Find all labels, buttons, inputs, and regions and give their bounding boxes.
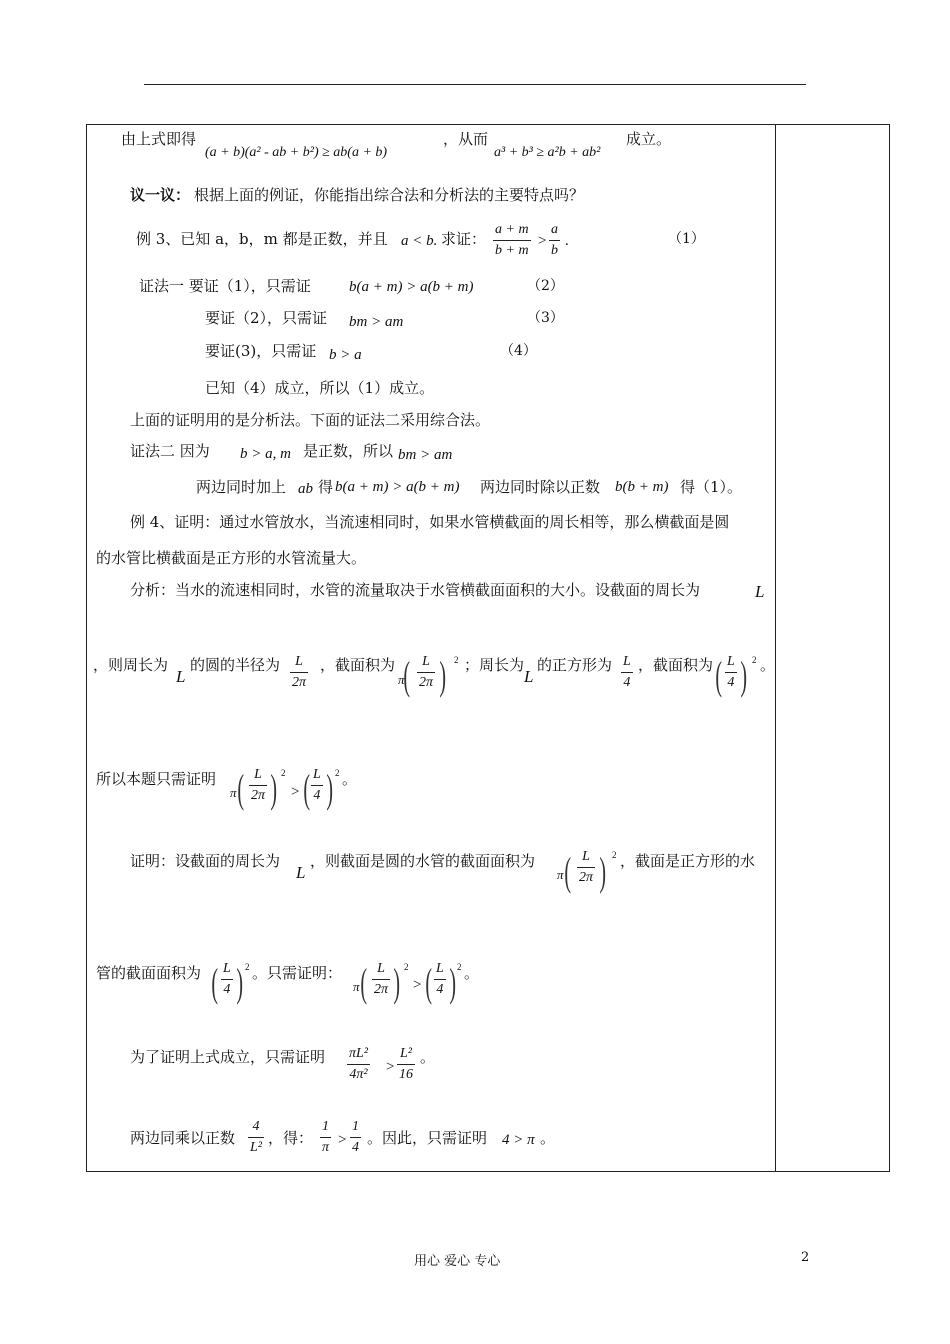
inequality-exp-2: 2 <box>335 768 340 778</box>
proof-line4-fraction: 4 L² <box>250 1119 262 1155</box>
analysis-line2-f: ，截面积为 <box>638 656 714 674</box>
paren-close: ) <box>393 960 400 1005</box>
proof-square-fraction: L 4 <box>223 961 231 997</box>
proof-square-exp: 2 <box>245 962 250 972</box>
proof-line1-a: 证明：设截面的周长为 <box>130 852 281 870</box>
proof-line4-a: 两边同乘以正数 <box>130 1129 236 1147</box>
page-number: 2 <box>801 1250 810 1265</box>
paren-close: ) <box>270 766 277 811</box>
ex3-condition: a < b. <box>401 233 438 249</box>
discuss-label: 议一议： <box>130 186 191 204</box>
inequality-exp-1: 2 <box>281 768 286 778</box>
proof2-line2-f3: b(b + m) <box>615 479 669 495</box>
paren-open: ( <box>564 849 571 894</box>
inequality-square-fraction: L 4 <box>313 767 321 803</box>
square-area-fraction: L 4 <box>727 654 735 690</box>
proof2-line2-a: 两边同时加上 <box>196 478 287 496</box>
analysis-line2-b: 的圆的半径为 <box>190 656 281 674</box>
ex3-tag: （1） <box>668 231 705 247</box>
ex3-fraction-right: a b <box>551 222 558 258</box>
table-column-divider <box>775 124 776 1172</box>
analysis-line2-g: 。 <box>760 656 776 674</box>
proof2-line2-b: 得 <box>318 478 334 496</box>
proof1-line2-formula: bm > am <box>349 314 404 330</box>
analysis-line2-a: ，则周长为 <box>93 656 169 674</box>
ex4-line2: 的水管比横截面是正方形的水管流量大。 <box>96 549 367 567</box>
paren-open: ( <box>237 766 244 811</box>
line1-formula2: a³ + b³ ≥ a²b + ab² <box>494 145 601 160</box>
paren-close: ) <box>439 653 446 698</box>
analysis-line2-d: ；周长为 <box>464 656 525 674</box>
proof-line3-fraction2: L² 16 <box>399 1046 413 1082</box>
paren-open: ( <box>303 766 310 811</box>
analysis-L-1: L <box>755 582 765 601</box>
line1-tail: 成立。 <box>626 130 672 148</box>
paren-open: ( <box>211 960 218 1005</box>
paren-open: ( <box>715 653 722 698</box>
paren-open: ( <box>425 960 432 1005</box>
proof-line2-exp2: 2 <box>457 962 462 972</box>
proof-line4-fraction-1pi: 1 π <box>322 1119 330 1155</box>
ex3-prove: 求证： <box>441 230 487 248</box>
analysis-line3: 所以本题只需证明 <box>96 770 217 788</box>
proof2-line1-formula2: bm > am <box>398 447 453 463</box>
proof-line2-b: 。只需证明： <box>252 964 343 982</box>
proof-line4-b: ，得： <box>268 1129 314 1147</box>
ex3-lead: 例 3、已知 a，b，m 都是正数，并且 <box>136 230 388 248</box>
proof-line2-square-fraction: L 4 <box>436 961 444 997</box>
proof-line2-gt: > <box>413 977 422 993</box>
line1-formula1: (a + b)(a² - ab + b²) ≥ ab(a + b) <box>205 145 388 160</box>
inequality-pi: π <box>230 785 237 800</box>
ex3-gt: > <box>538 233 547 249</box>
proof1-line3-tag: （4） <box>500 343 537 359</box>
header-rule <box>144 84 806 85</box>
proof-line3-a: 为了证明上式成立，只需证明 <box>130 1048 326 1066</box>
analysis-line2-c: ，截面积为 <box>320 656 396 674</box>
circle-area-exponent: 2 <box>454 655 459 665</box>
analysis-line3-end: 。 <box>342 770 358 788</box>
proof-line4-gt: > <box>338 1132 347 1148</box>
proof-line4-fraction-14: 1 4 <box>352 1119 359 1155</box>
analysis-L-2: L <box>176 667 186 686</box>
analysis-L-3: L <box>524 667 534 686</box>
proof2-line2-d: 得（1）。 <box>680 478 743 496</box>
proof-line3-end: 。 <box>420 1048 436 1066</box>
square-side-fraction: L 4 <box>623 654 631 690</box>
proof-line4-formula: 4 > π <box>502 1132 535 1148</box>
proof-line3-fraction1: πL² 4π² <box>349 1046 368 1082</box>
paren-close: ) <box>599 849 606 894</box>
line1-lead: 由上式即得 <box>121 130 197 148</box>
inequality-gt: > <box>291 784 300 800</box>
proof2-line2-f1: ab <box>298 481 313 497</box>
radius-fraction: L 2π <box>292 654 307 690</box>
proof1-line1-formula: b(a + m) > a(b + m) <box>349 279 474 295</box>
proof2-line1-formula1: b > a, m <box>240 446 291 462</box>
proof1-line2-tag: （3） <box>527 310 564 326</box>
paren-close: ) <box>326 766 333 811</box>
paren-open: ( <box>403 653 410 698</box>
proof-line2-circle-fraction: L 2π <box>374 961 389 997</box>
method-note: 上面的证明用的是分析法。下面的证法二采用综合法。 <box>130 411 491 429</box>
proof-L: L <box>296 863 306 882</box>
discuss-text: 根据上面的例证，你能指出综合法和分析法的主要特点吗？ <box>194 186 585 204</box>
analysis-line1: 分析：当水的流速相同时，水管的流量取决于水管横截面面积的大小。设截面的周长为 <box>130 581 701 599</box>
paren-close: ) <box>449 960 456 1005</box>
ex3-dot: . <box>565 233 569 249</box>
inequality-circle-fraction: L 2π <box>251 767 266 803</box>
analysis-line2-e: 的正方形为 <box>537 656 613 674</box>
ex3-fraction-left: a + m b + m <box>495 222 529 258</box>
line1-mid: ，从而 <box>443 130 489 148</box>
proof1-line1-lead: 证法一 要证（1），只需证 <box>139 277 311 295</box>
proof-line1-c: ，截面是正方形的水 <box>620 852 756 870</box>
proof1-line3-formula: b > a <box>329 347 362 363</box>
proof-circle-fraction: L 2π <box>579 849 594 885</box>
proof2-line2-c: 两边同时除以正数 <box>480 478 601 496</box>
proof1-line2-lead: 要证（2），只需证 <box>205 309 328 327</box>
proof-exp: 2 <box>612 850 617 860</box>
proof1-line3-lead: 要证(3)，只需证 <box>205 342 317 360</box>
circle-area-pi: π <box>398 672 405 687</box>
ex4-line1: 例 4、证明：通过水管放水，当流速相同时，如果水管横截面的周长相等，那么横截面是圆 <box>130 513 730 531</box>
proof-line4-c: 。因此，只需证明 <box>367 1129 488 1147</box>
proof2-line1-mid: 是正数，所以 <box>303 442 394 460</box>
proof-pi: π <box>557 867 564 882</box>
proof-line2-a: 管的截面面积为 <box>96 964 202 982</box>
proof-line1-b: ，则截面是圆的水管的截面面积为 <box>310 852 536 870</box>
proof-line2-pi: π <box>353 979 360 994</box>
proof2-line1-lead: 证法二 因为 <box>130 442 210 460</box>
square-area-exponent: 2 <box>752 655 757 665</box>
proof-line2-end: 。 <box>464 964 480 982</box>
paren-close: ) <box>236 960 243 1005</box>
proof1-line1-tag: （2） <box>527 278 564 294</box>
proof-line3-gt: > <box>386 1059 395 1075</box>
paren-close: ) <box>740 653 747 698</box>
proof2-line2-f2: b(a + m) > a(b + m) <box>335 479 460 495</box>
paren-open: ( <box>360 960 367 1005</box>
proof-line4-end: 。 <box>540 1129 556 1147</box>
proof-line2-exp1: 2 <box>404 962 409 972</box>
footer-text: 用心 爱心 专心 <box>414 1254 501 1269</box>
proof1-line4: 已知（4）成立，所以（1）成立。 <box>205 379 435 397</box>
circle-area-fraction: L 2π <box>419 654 434 690</box>
